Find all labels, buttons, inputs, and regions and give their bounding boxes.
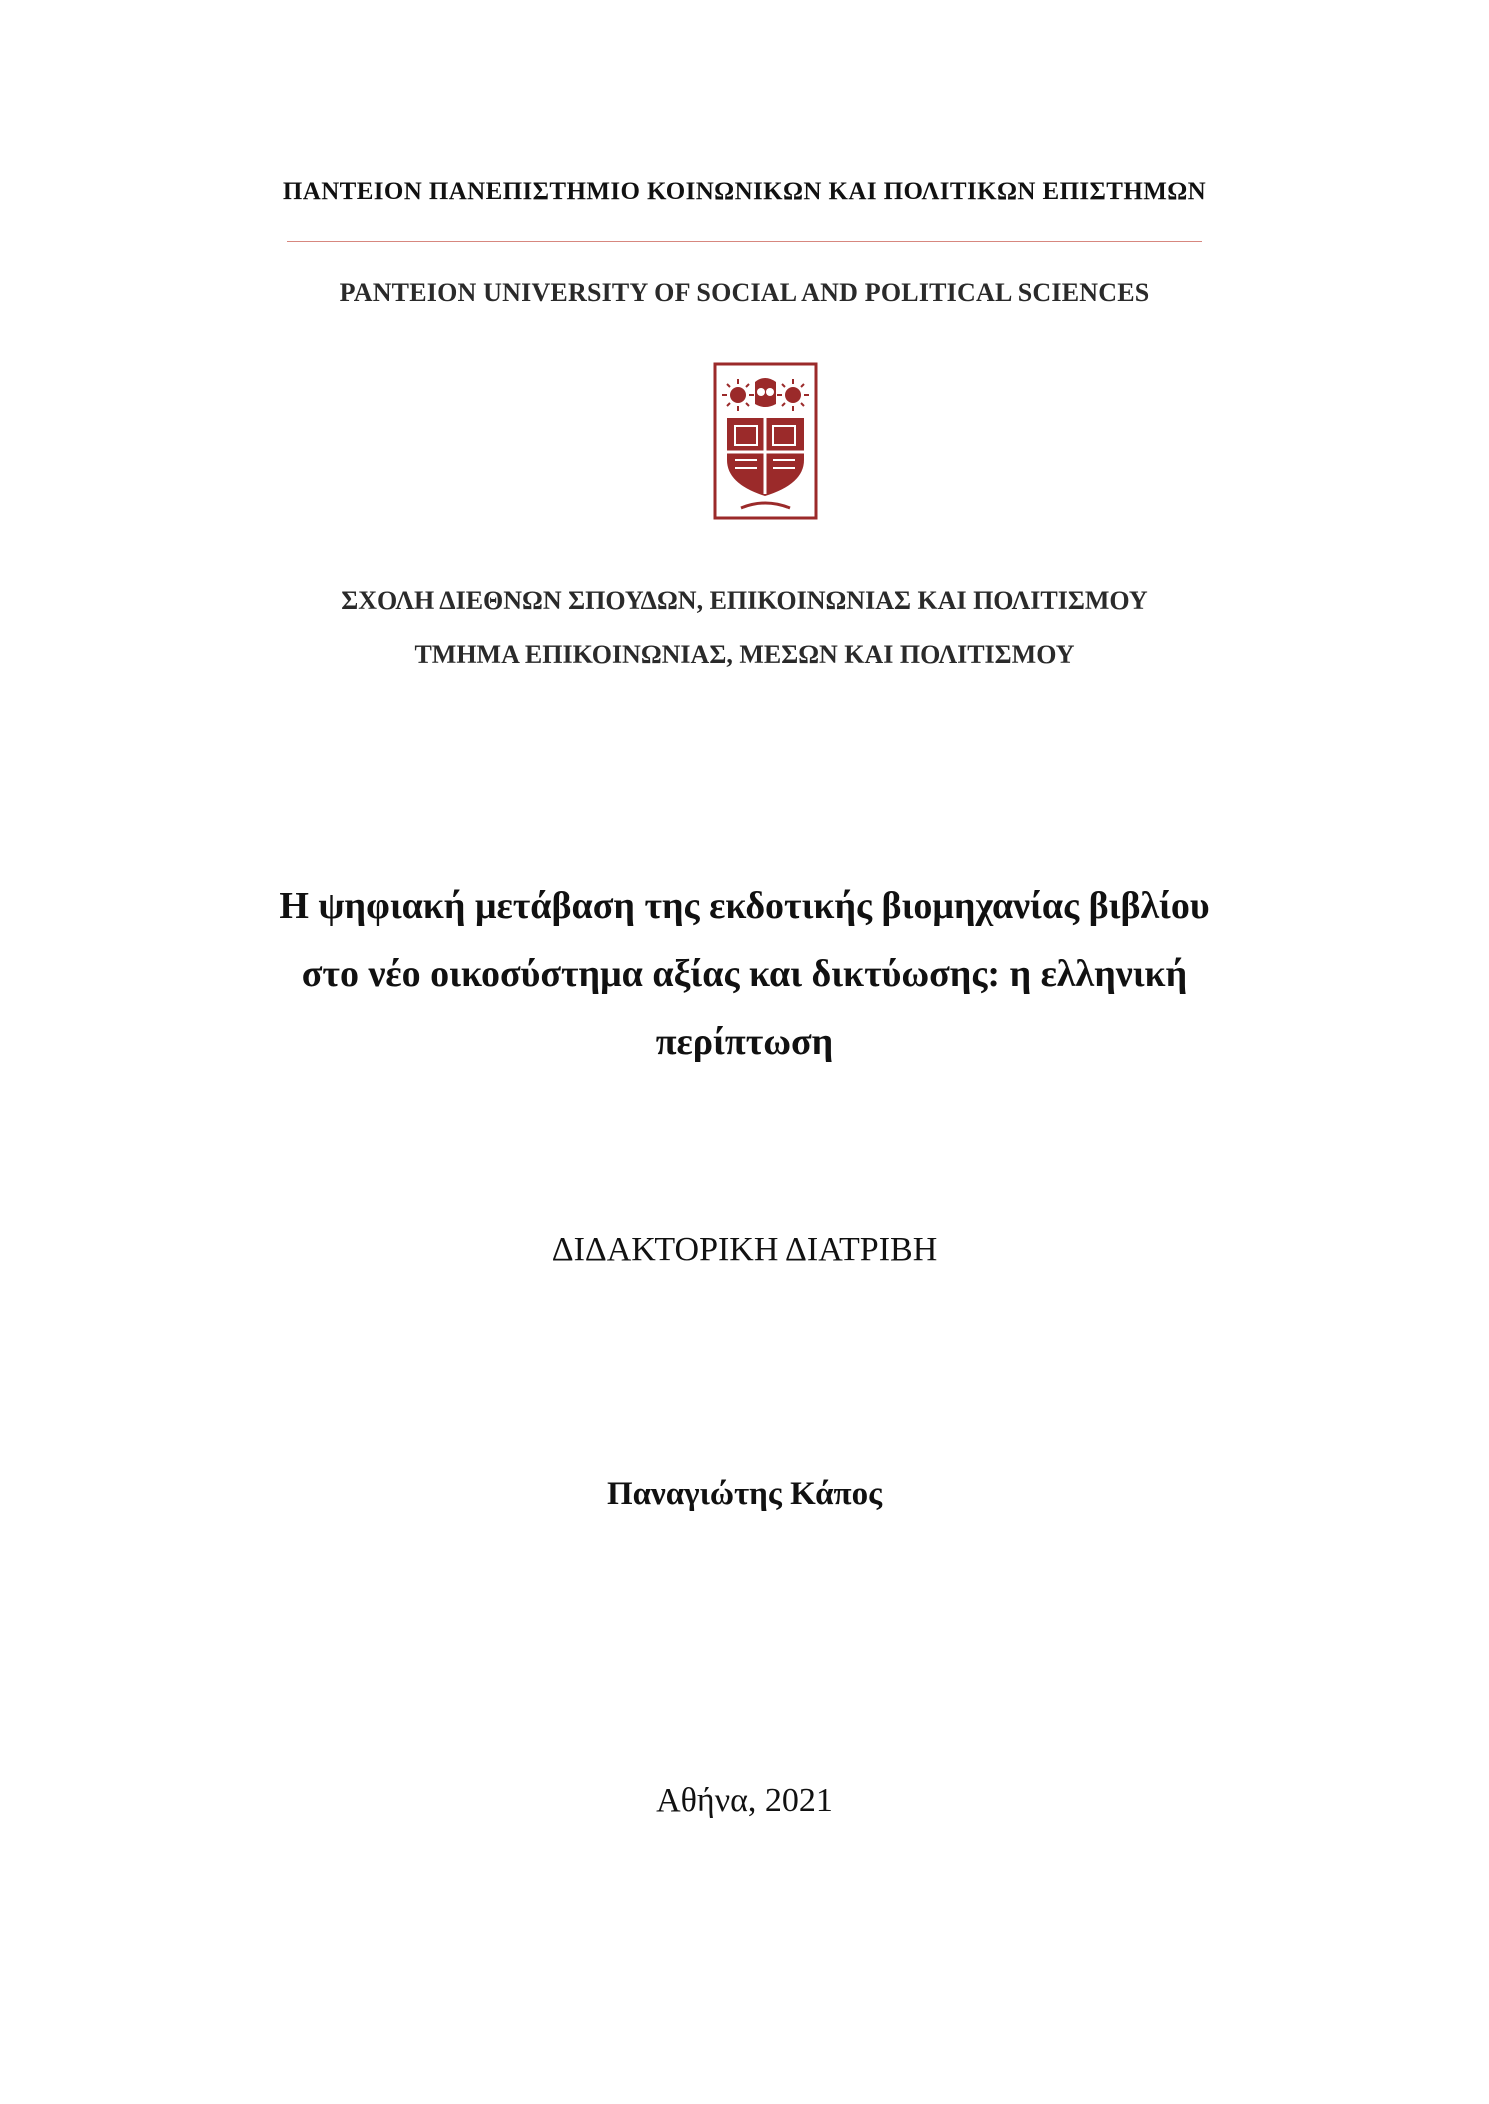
title-line: περίπτωση [655, 1021, 834, 1063]
place-date: Αθήνα, 2021 [656, 1782, 833, 1819]
document-type: ΔΙΔΑΚΤΟΡΙΚΗ ΔΙΑΤΡΙΒΗ [551, 1231, 938, 1268]
university-name-greek: ΠΑΝΤΕΙΟΝ ΠΑΝΕΠΙΣΤΗΜΙΟ ΚΟΙΝΩΝΙΚΩΝ ΚΑΙ ΠΟΛΙΤΙΚΩΝ ΕΠΙΣΤΗΜΩΝ [282, 178, 1207, 205]
sun-icon [777, 379, 809, 411]
owl-icon [755, 378, 776, 407]
thesis-title [0, 872, 1489, 1076]
title-line: Η ψηφιακή μετάβαση της εκδοτικής βιομηχανίας βιβλίου [279, 885, 1210, 927]
sun-icon [722, 379, 754, 411]
author-name: Παναγιώτης Κάπος [606, 1476, 883, 1512]
university-name-english: PANTEION UNIVERSITY OF SOCIAL AND POLITICAL SCIENCES [339, 278, 1150, 307]
header-divider [287, 241, 1202, 242]
university-crest-icon [713, 362, 818, 520]
department-name: ΤΜΗΜΑ ΕΠΙΚΟΙΝΩΝΙΑΣ, ΜΕΣΩΝ ΚΑΙ ΠΟΛΙΤΙΣΜΟΥ [414, 640, 1075, 669]
school-name: ΣΧΟΛΗ ΔΙΕΘΝΩΝ ΣΠΟΥΔΩΝ, ΕΠΙΚΟΙΝΩΝΙΑΣ ΚΑΙ ΠΟΛΙΤΙΣΜΟΥ [341, 586, 1148, 615]
title-line: στο νέο οικοσύστημα αξίας και δικτύωσης: η ελληνική [301, 953, 1188, 995]
